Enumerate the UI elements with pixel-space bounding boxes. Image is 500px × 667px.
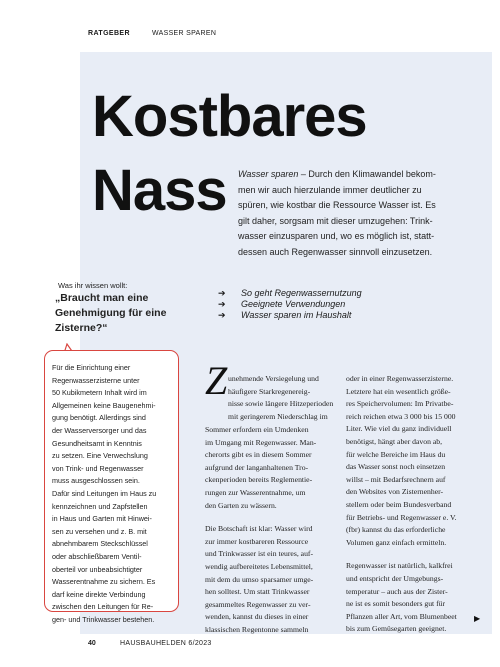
article-line: hen solltest. Um statt Trinkwasser — [205, 587, 310, 597]
article-line: Die Botschaft ist klar: Wasser wird — [205, 524, 313, 534]
answer-line: zu setzen. Eine Verwechslung — [52, 451, 148, 461]
answer-line: Regenwasserzisterne unter — [52, 375, 140, 385]
article-line: aufgrund der langanhaltenen Tro- — [205, 462, 309, 472]
answer-line: in Haus und Garten mit Hinwei- — [52, 514, 152, 524]
article-line: im Umgang mit Regenwasser. Man- — [205, 437, 317, 447]
answer-line: der Wasserversorger und das — [52, 425, 147, 435]
article-line: mit dem du umso sparsamer umge- — [205, 574, 314, 584]
lead-line: wasser einzusparen und, wo es möglich ist, statt- — [238, 231, 435, 242]
article-line: temperatur – auch aus der Zister- — [346, 586, 448, 596]
arrow-right-icon: ➔ — [218, 299, 226, 309]
article-line: Sommer erfordern ein Umdenken — [205, 425, 309, 434]
article-column-1-top — [228, 373, 340, 423]
qa-question-line: Zisterne?“ — [55, 322, 108, 334]
article-line: Liter. Wie viel du ganz individuell — [346, 424, 452, 434]
article-line: den Garten zu wässern. — [205, 500, 277, 510]
answer-line: Allgemeinen keine Baugenehmi- — [52, 400, 156, 410]
drop-cap: Z — [205, 358, 228, 403]
topic-list-item — [218, 288, 418, 299]
article-line: ckenperioden bereits Reglementie- — [205, 475, 313, 485]
qa-question — [55, 291, 185, 336]
article-column-1 — [205, 424, 337, 637]
lead-paragraph — [238, 167, 468, 261]
answer-box — [44, 350, 179, 624]
qa-intro: Was ihr wissen wollt: — [58, 281, 128, 290]
article-line: und entspricht der Umgebungs- — [346, 573, 444, 583]
answer-line: Dafür sind Leitungen im Haus zu — [52, 488, 157, 498]
answer-line: sen zu versehen und z. B. mit — [52, 526, 147, 536]
article-line: zur immer kostbareren Ressource — [205, 536, 309, 546]
lead-line: dessen auch Regenwasser sinnvoll einzusetzen. — [238, 246, 433, 257]
magazine-issue: HAUSBAUHELDEN 6/2023 — [120, 640, 212, 647]
page-title-line-2: Nass — [92, 158, 227, 223]
qa-question-line: „Braucht man eine — [55, 292, 149, 304]
continue-arrow-icon: ▶ — [474, 614, 481, 623]
article-line: ne ist es somit besonders gut für — [346, 599, 446, 609]
article-line: benötigst, hängt aber davon ab, — [346, 436, 443, 446]
answer-line: Wasserentnahme zu sichern. Es — [52, 577, 156, 587]
article-line: den Websites von Zisternenher- — [346, 487, 444, 497]
topic-label: WASSER SPAREN — [152, 30, 217, 37]
arrow-right-icon: ➔ — [218, 288, 226, 298]
article-line: und Trinkwasser ist ein teures, auf- — [205, 549, 314, 559]
article-line: Regenwasser ist natürlich, kalkfrei — [346, 561, 453, 571]
answer-line: oder abschließbarem Ventil- — [52, 551, 142, 561]
lead-line: spüren, wie kostbar die Ressource Wasser ist. Es — [238, 200, 436, 211]
article-line: häufigere Starkregenereig- — [228, 386, 311, 396]
answer-line: muss ausgeschlossen sein. — [52, 476, 140, 486]
article-line: bis zum Gemüsegarten geeignet. — [346, 624, 447, 634]
arrow-right-icon: ➔ — [218, 310, 226, 320]
article-line: reich reichen etwa 3 000 bis 15 000 — [346, 411, 456, 421]
answer-line: von Trink- und Regenwasser — [52, 463, 144, 473]
article-line: klassischen Regentonne sammeln — [205, 624, 309, 634]
article-line: stellern oder beim Bundesverband — [346, 499, 452, 509]
article-line: wendig aufbereitetes Lebensmittel, — [205, 561, 313, 571]
lead-line: gilt daher, sorgsam mit dieser umzugehen: Trink- — [238, 215, 433, 226]
article-line: willst – mit Bedarfsrechnern auf — [346, 474, 446, 484]
section-label: RATGEBER — [88, 30, 130, 37]
article-line: für welche Bereiche im Haus du — [346, 449, 446, 459]
lead-line: – Durch den Klimawandel bekom- — [298, 169, 436, 179]
answer-line: darf keine direkte Verbindung — [52, 589, 146, 599]
answer-line: kennzeichnen und Zapfstellen — [52, 501, 148, 511]
topic-list-item — [218, 299, 418, 310]
article-line: nisse sowie längere Hitzeperioden — [228, 399, 334, 409]
answer-line: Für die Einrichtung einer — [52, 363, 131, 372]
article-line: Volumen ganz einfach ermitteln. — [346, 537, 447, 547]
topic-list-label: So geht Regenwassernutzung — [241, 288, 362, 298]
topic-list-item — [218, 310, 418, 321]
lead-line: men wir auch hierzulande immer deutlicher zu — [238, 184, 422, 195]
article-line: rungen zur Wasserentnahme, um — [205, 487, 306, 497]
page-title-line-1: Kostbares — [92, 84, 367, 149]
article-line: cherorts gibt es in diesem Sommer — [205, 450, 312, 460]
article-line: das Wasser sonst noch einsetzen — [346, 462, 446, 472]
article-line: unehmende Versiegelung und — [228, 374, 319, 383]
article-line: Pflanzen aller Art, vom Blumenbeet — [346, 611, 457, 621]
qa-question-line: Genehmigung für eine — [55, 307, 167, 319]
topic-list — [218, 288, 418, 321]
article-line: wenden, kannst du dieses in einer — [205, 612, 309, 622]
article-line: gesammeltes Regenwasser zu ver- — [205, 599, 311, 609]
answer-line: abnehmbarem Steckschlüssel — [52, 539, 148, 549]
article-line: oder in einer Regenwasserzisterne. — [346, 374, 454, 383]
page-number: 40 — [88, 640, 96, 647]
article-line: res Speichervolumen: Im Privatbe- — [346, 399, 454, 409]
answer-line: zwischen den Leitungen für Re- — [52, 602, 154, 612]
lead-emphasis: Wasser sparen — [238, 169, 299, 179]
answer-line: gung benötigt. Allerdings sind — [52, 413, 146, 423]
article-column-2 — [346, 373, 481, 636]
topic-list-label: Wasser sparen im Haushalt — [241, 310, 352, 320]
answer-line: Gesundheitsamt in Kenntnis — [52, 438, 142, 448]
answer-line: gen- und Trinkwasser bestehen. — [52, 614, 155, 624]
answer-line: 50 Kubikmetern Inhalt wird im — [52, 388, 147, 398]
article-line: (fbr) kannst du das erforderliche — [346, 525, 446, 535]
article-line: Letztere hat ein wesentlich größe- — [346, 386, 451, 396]
topic-list-label: Geeignete Verwendungen — [241, 299, 346, 309]
article-line: mit geringerem Niederschlag im — [228, 411, 328, 421]
answer-line: oberteil vor unbeabsichtigter — [52, 564, 143, 574]
article-line: für Betriebs- und Regenwasser e. V. — [346, 512, 457, 522]
